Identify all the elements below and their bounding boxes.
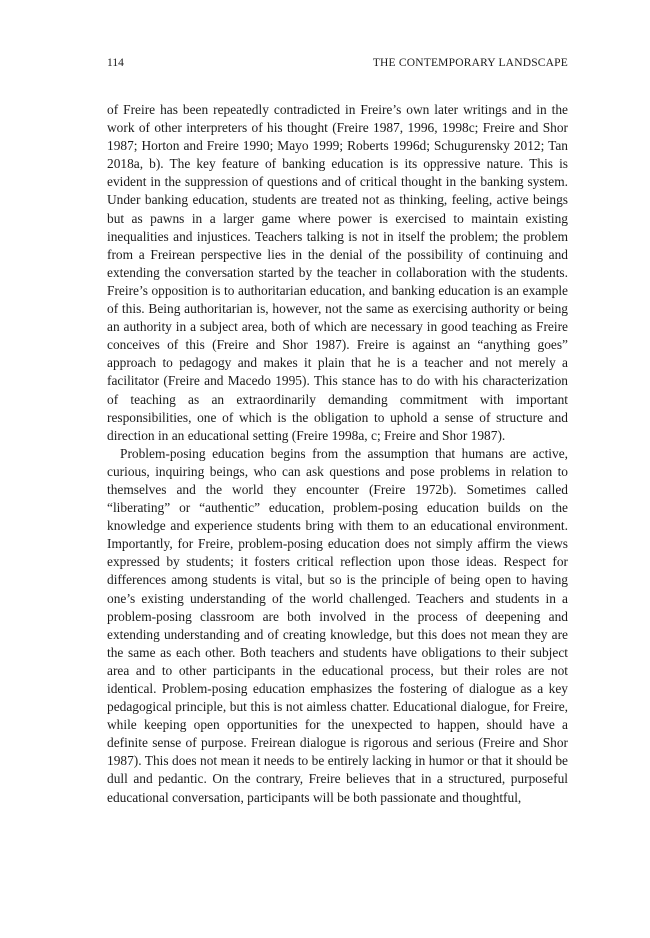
running-head: THE CONTEMPORARY LANDSCAPE [372, 57, 568, 69]
page-header [107, 55, 568, 71]
paragraph-problem-posing: Problem-posing education begins from the assumption that humans are active, curious, inquiring beings, who can ask questions and pose problems in relation to themselves and the world they encounter (Freire 1972b). Sometimes called “liberating” or “authentic” education, problem-posing education builds on the knowledge and experience students bring with them to an educational environment. Importantly, for Freire, problem-posing education does not simply affirm the views expressed by students; it fosters critical reflection upon those ideas. Respect for differences among students is vital, but so is the principle of being open to having one’s existing understanding of the world challenged. Teachers and students in a problem-posing classroom are both involved in the process of deepening and extending understanding and of creating knowledge, but this does not mean they are the same as each other. Both teachers and students have obligations to their subject area and to other participants in the educational process, but their roles are not identical. Problem-posing education emphasizes the fostering of dialogue as a key pedagogical principle, but this is not aimless chatter. Educational dialogue, for Freire, while keeping open opportunities for the unexpected to happen, should have a definite sense of purpose. Freirean dialogue is rigorous and serious (Freire and Shor 1987). This does not mean it needs to be entirely lacking in humor or that it should be dull and pedantic. On the contrary, Freire believes that in a structured, purposeful educational conversation, participants will be both passionate and thoughtful, [107, 445, 568, 805]
paragraph-continued: of Freire has been repeatedly contradicted in Freire’s own later writings and in the work of other interpreters of his thought (Freire 1987, 1996, 1998c; Freire and Shor 1987; Horton and Freire 1990; Mayo 1999; Roberts 1996d; Schugurensky 2012; Tan 2018a, b). The key feature of banking education is its oppressive nature. This is evident in the suppression of questions and of critical thought in the banking system. Under banking education, students are treated not as thinking, feeling, active beings but as pawns in a larger game where power is exercised to maintain existing inequalities and injustices. Teachers talking is not in itself the problem; the problem from a Freirean perspective lies in the denial of the possibility of continuing and extending the conversation started by the teacher in collaboration with the students. Freire’s opposition is to authoritarian education, and banking education is an example of this. Being authoritarian is, however, not the same as exercising authority or being an authority in a subject area, both of which are necessary in good teaching as Freire conceives of this (Freire and Shor 1987). Freire is against an “anything goes” approach to pedagogy and makes it plain that he is a teacher and not merely a facilitator (Freire and Macedo 1995). This stance has to do with his characterization of teaching as an extraordinarily demanding commitment with important responsibilities, one of which is the obligation to uphold a sense of structure and direction in an educational setting (Freire 1998a, c; Freire and Shor 1987). [107, 102, 568, 443]
page-number: 114 [107, 57, 124, 69]
body-text [107, 101, 568, 807]
